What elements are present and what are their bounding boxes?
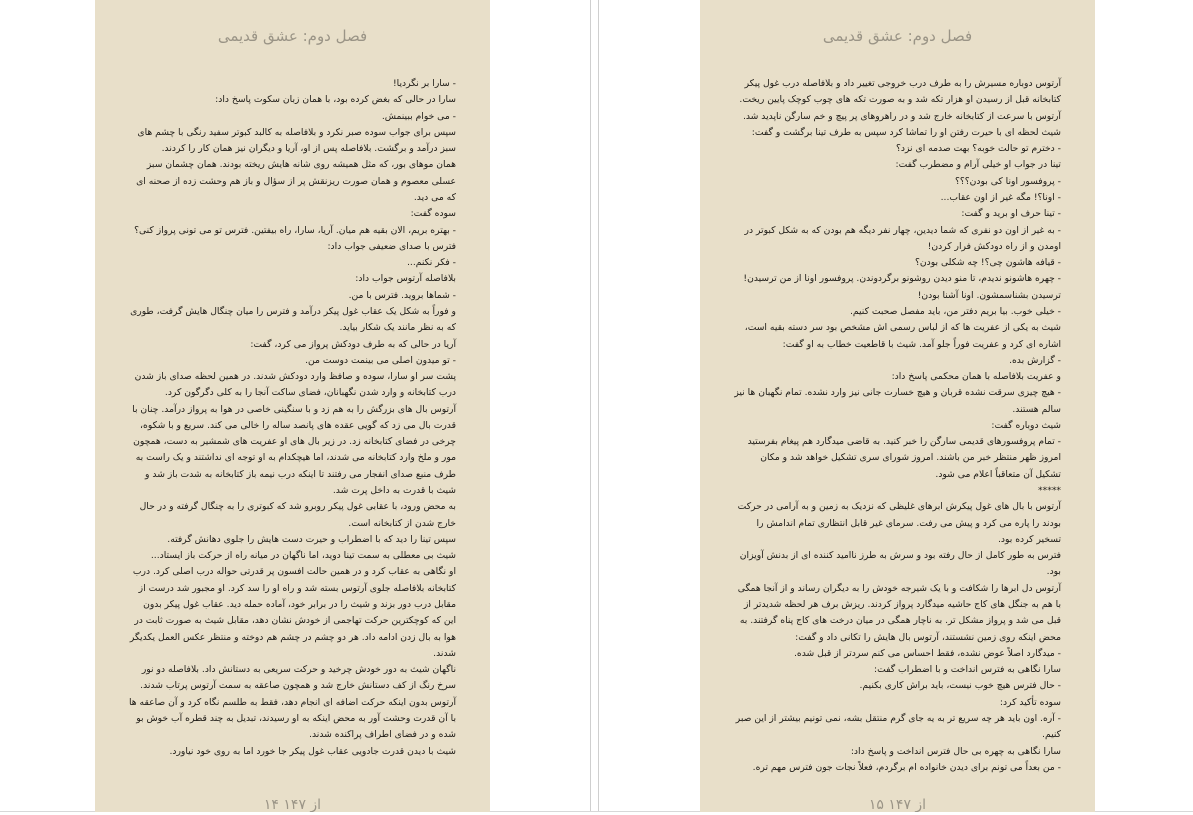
document-page-left: [95, 0, 490, 812]
paragraph: سارا نگاهی به فترس انداخت و با اضطراب گفت:: [874, 664, 1061, 676]
paragraph: *****: [1038, 485, 1061, 497]
paragraph: - شماها بروید. فترس با من.: [348, 289, 456, 301]
paragraph: شیث دوباره گفت:: [991, 419, 1061, 431]
paragraph: فترس با صدای ضعیفی جواب داد:: [327, 240, 456, 252]
page-body-text: [734, 76, 1061, 776]
paragraph: فترس به طور کامل از حال رفته بود و سرش به طرز ناامید کننده ای از بدنش آویزان بود.: [739, 550, 1061, 578]
paragraph: شیث به یکی از عفریت ها که از لباس رسمی اش مشخص بود سر دسته بقیه است، اشاره ای کرد و عفریت فوراً جلو آمد. شیث با قاطعیت خطاب به او گفت:: [744, 322, 1061, 350]
paragraph: سارا نگاهی به چهره بی حال فترس انداخت و پاسخ داد:: [850, 745, 1061, 757]
paragraph: شیث بی معطلی به سمت تینا دوید، اما ناگهان در میانه راه از حرکت باز ایستاد...: [150, 550, 456, 562]
paragraph: - اونا؟! مگه غیر از اون عقاب...: [940, 191, 1061, 203]
paragraph: - فکر نکنم...: [407, 257, 456, 269]
paragraph: پشت سر او سارا، سوده و صافظ وارد دودکش شدند. در همین لحظه صدای باز شدن درب کتابخانه و وارد شدن نگهبانان، فضای ساکت آنجا را به کلی دگرگون کرد.: [134, 371, 456, 399]
page-body-text: [129, 76, 456, 760]
paragraph: او نگاهی به عقاب کرد و در همین حالت افسون پر قدرتی حواله درب اصلی کرد. درب کتابخانه بلافاصله جلوی آرتوس بسته شد و راه او را سد کرد. او مجبور شد درست از مقابل درب دور بزند و شیث را در برابر خود، آماده حمله دید. عقاب غول پیکر بدون این که کوچکترین حرکت تهاجمی از خودش نشان دهد، مقابل شیث به صورت ثابت در هوا به بال زدن ادامه داد. هر دو چشم در چشم هم دوخته و منتظر عکس العمل یکدیگر شدند.: [129, 566, 456, 659]
page-gutter-divider: [598, 0, 599, 812]
paragraph: - دخترم تو حالت خوبه؟ بهت صدمه ای نزد؟: [896, 143, 1061, 155]
paragraph: - به غیر از اون دو نفری که شما دیدین، چهار نفر دیگه هم بودن که به شکل کبوتر در اومدن و از راه دودکش فرار کردن!: [744, 224, 1061, 252]
paragraph: آرتوس بدون اینکه حرکت اضافه ای انجام دهد، فقط به طلسم نگاه کرد و آن صاعقه ها با آن قدرت وحشت آور به محض اینکه به او رسیدند، تبدیل به چند قطره آب خوش بو شده و در فضای اطراف پراکنده شدند.: [128, 696, 456, 741]
page-number: ۱۴ از ۱۴۷: [263, 797, 322, 812]
paragraph: و فوراً به شکل یک عقاب غول پیکر درآمد و فترس را میان چنگال هایش گرفت، طوری که به نظر مانند یک شکار بیاید.: [130, 305, 456, 334]
document-page-right: [700, 0, 1095, 812]
paragraph: آرتوس بال های بزرگش را به هم زد و با سنگینی خاصی در هوا به پرواز درآمد. چنان با قدرت بال می زد که گویی عقده های پانصد ساله را خالی می کند. سریع و با شکوه، چرخی در فضای کتابخانه زد. در زیر بال های او عفریت های شمشیر به دست، همچون مور و ملخ وارد کتابخانه می شدند، اما هیچکدام به او توجه ای نداشتند و یک راست به طرف منبع صدای انفجار می رفتند تا اینکه درب نیمه باز کتابخانه به شدت باز شد و شیث با قدرت به داخل پرت شد.: [132, 403, 456, 497]
paragraph: شیث با دیدن قدرت جادویی عقاب غول پیکر جا خورد اما به روی خود نیاورد.: [169, 745, 456, 757]
paragraph: آرتوس دوباره مسیرش را به طرف درب خروجی تغییر داد و بلافاصله درب غول پیکر کتابخانه قبل از رسیدن او هزار تکه شد و به صورت تکه های چوب کوچک پایین ریخت.: [739, 78, 1061, 106]
paragraph: آریا در حالی که به طرف دودکش پرواز می کرد، گفت:: [250, 338, 456, 350]
paragraph: - می خوام ببینمش.: [381, 110, 456, 122]
paragraph: - سارا بر نگردیا!: [392, 78, 456, 89]
paragraph: - خیلی خوب. بیا بریم دفتر من، باید مفصل صحبت کنیم.: [849, 305, 1061, 317]
paragraph: آرتوس با بال های غول پیکرش ابرهای غلیظی که نزدیک به زمین و به آرامی در حرکت بودند را پاره می کرد و پیش می رفت. سرمای غیر قابل انتظاری تمام اندامش را تسخیر کرده بود.: [737, 501, 1061, 545]
page-gutter-divider: [590, 0, 591, 812]
paragraph: - من بعداً می تونم برای دیدن خانواده ام برگردم، فعلاً نجات جون فترس مهم تره.: [752, 761, 1061, 773]
paragraph: - پروفسور اونا کی بودن؟؟؟: [955, 175, 1061, 187]
paragraph: - هیچ چیزی سرقت نشده قربان و هیچ خسارت جانی نیز وارد نشده. تمام نگهبان ها نیز سالم هستند.: [734, 387, 1061, 415]
paragraph: - چهره هاشونو ندیدم، تا منو دیدن روشونو برگردوندن. پروفسور اونا از من ترسیدن! ترسیدن بشناسمشون. اونا آشنا بودن!: [743, 273, 1061, 301]
paragraph: - گزارش بده.: [1009, 354, 1061, 366]
paragraph: سپس تینا را دید که با اضطراب و حیرت دست هایش را جلوی دهانش گرفته.: [167, 533, 456, 545]
paragraph: - تو میدون اصلی می بینمت دوست من.: [305, 354, 456, 366]
paragraph: آرتوس با سرعت از کتابخانه خارج شد و در راهروهای پر پیچ و خم سارگن ناپدید شد.: [742, 110, 1061, 122]
paragraph: و عفریت بلافاصله با همان محکمی پاسخ داد:: [891, 371, 1061, 383]
chapter-title: فصل دوم: عشق قدیمی: [217, 27, 368, 45]
paragraph: - تمام پروفسورهای قدیمی سارگن را خبر کنید. به قاضی میدگارد هم پیغام بفرستید امروز ظهر منتظر خبر من باشند. امروز شورای سری تشکیل خواهد شد و مکان تشکیل آن متعاقباً اعلام می شود.: [747, 436, 1061, 480]
paragraph: همان موهای بور، که مثل همیشه روی شانه هایش ریخته بودند. همان چشمان سبز عسلی معصوم و همان صورت ریزنقش پر از سؤال و باز هم وحشت زده از صحنه ای که می دید.: [136, 159, 456, 203]
page-number: ۱۵ از ۱۴۷: [868, 797, 927, 812]
chapter-title: فصل دوم: عشق قدیمی: [822, 27, 973, 45]
paragraph: شیث لحظه ای با حیرت رفتن او را تماشا کرد سپس به طرف تینا برگشت و گفت:: [751, 126, 1061, 138]
paragraph: سپس برای جواب سوده صبر نکرد و بلافاصله به کالبد کبوتر سفید رنگی با چشم های سبز درآمد و برگشت. بلافاصله پس از او، آریا و دیگران نیز همان کار را کردند.: [137, 126, 456, 155]
paragraph: تینا در جواب او خیلی آرام و مضطرب گفت:: [895, 159, 1061, 171]
paragraph: بلافاصله آرتوس جواب داد:: [355, 273, 456, 285]
paragraph: - قیافه هاشون چی؟! چه شکلی بودن؟: [915, 257, 1061, 269]
paragraph: - آره. اون باید هر چه سریع تر به یه جای گرم منتقل بشه، نمی تونیم بیشتر از این صبر کنیم.: [735, 712, 1061, 741]
paragraph: - بهتره بریم، الان بقیه هم میان. آریا، سارا، راه بیفتین. فترس تو می تونی پرواز کنی؟: [134, 224, 456, 236]
paragraph: سوده گفت:: [410, 208, 456, 220]
paragraph: - تینا حرف او برید و گفت:: [961, 208, 1061, 220]
paragraph: به محض ورود، با عقابی غول پیکر روبرو شد که کبوتری را به چنگال گرفته و در حال خارج شدن از کتابخانه است.: [139, 501, 456, 529]
paragraph: - حال فترس هیچ خوب نیست، باید براش کاری بکنیم.: [859, 680, 1061, 692]
paragraph: آرتوس دل ابرها را شکافت و با یک شیرجه خودش را به دیگران رساند و از آنجا همگی با هم به جنگل های کاج حاشیه میدگارد پرواز کردند. ریزش برف هر لحظه شدیدتر از قبل می شد و پرواز مشکل تر. به ناچار همگی در میان درخت های کاج پناه گرفتند. به محض اینکه روی زمین نشستند، آرتوس بال هایش را تکانی داد و گفت:: [737, 582, 1061, 643]
paragraph: سارا در حالی که بغض کرده بود، با همان زبان سکوت پاسخ داد:: [215, 94, 456, 106]
paragraph: - میدگارد اصلاً عوض نشده، فقط احساس می کنم سردتر از قبل شده.: [794, 647, 1061, 659]
paragraph: ناگهان شیث به دور خودش چرخید و حرکت سریعی به دستانش داد. بلافاصله دو نور سرخ رنگ از کف دستانش خارج شد و همچون صاعقه به سمت آرتوس پرتاب شدند.: [140, 664, 456, 692]
paragraph: سوده تأکید کرد:: [999, 696, 1061, 708]
